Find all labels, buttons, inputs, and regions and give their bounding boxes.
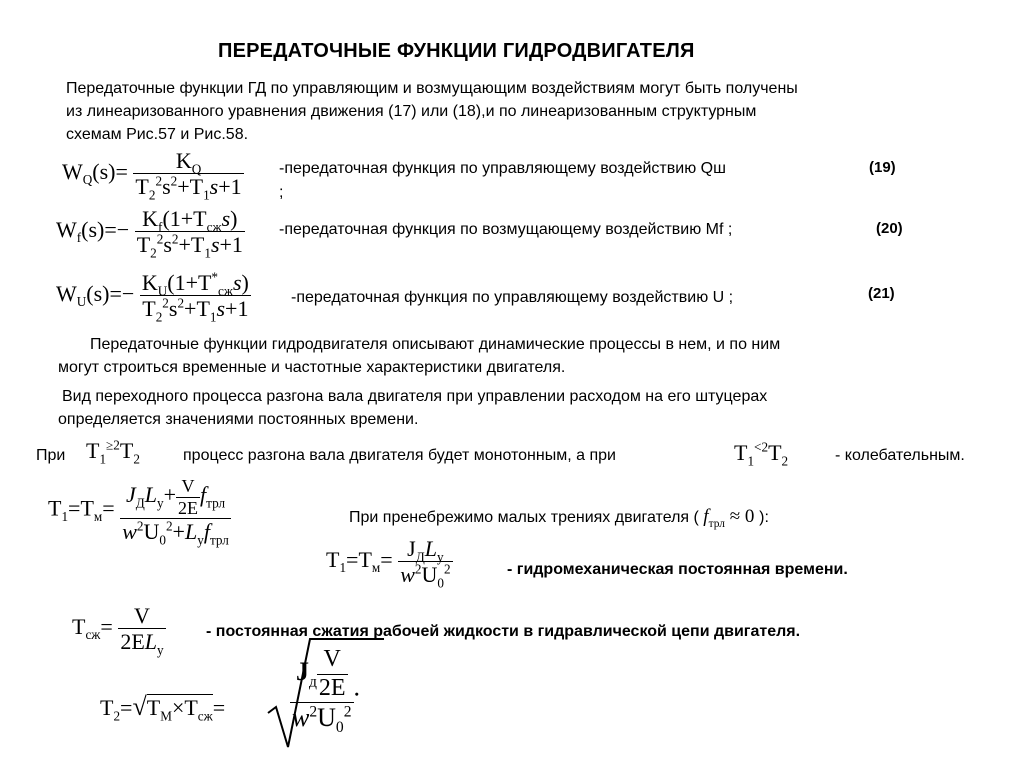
cond-middle: процесс разгона вала двигателя будет монотонным, а при [183,447,616,464]
eq20-description: -передаточная функция по возмущающему воздействию Mf ; [279,221,733,238]
friction-note-close: ): [759,509,769,526]
formula-friction-zero: $f_{трл} \approx 0$ [703,506,760,530]
transient-paragraph [58,385,767,431]
formula-wu: $W_U(s)=-$ $\frac{K_U(1+T^*_{сж}s)}{T_2^2s^2+T_1s+1}$ [56,269,249,325]
paragraph-line: Передаточные функции гидродвигателя описывают динамические процессы в нем, и по ним [90,336,781,353]
formula-t2-root: $J_д$ $\frac{V}{2E}$ $w^2U_0^2$ . [292,646,361,737]
eq21-number: (21) [868,285,895,302]
formula-tsz: $T_{сж}=$ $\frac{V}{2EL_у}$ [72,603,164,658]
formula-wf: $W_f(s)=-$ $\frac{K_f(1+T_{сж}s)}{T_2^2s^2+T_1s+1}$ [56,206,243,261]
eq21-description: -передаточная функция по управляющему воздействию U ; [291,289,734,306]
eq19-description: -передаточная функция по управляющему воздействию Qш [279,160,726,177]
cond-end: - колебательным. [835,447,965,464]
formula-t1-full: $T_1=T_м=$ $J_ДL_у+$ $\frac{V}{2E}$ $f_{трл}$ $w^2U_0^2+L_уf_{трл}$ [48,476,229,548]
paragraph-line: определяется значениями постоянных времени. [58,411,419,428]
formula-wq: $W_Q(s)=$ $\frac{K_Q}{T_2^2s^2+T_1s+1}$ [62,148,242,203]
eq19-semicolon: ; [279,184,284,201]
page-title: ПЕРЕДАТОЧНЫЕ ФУНКЦИИ ГИДРОДВИГАТЕЛЯ [218,40,695,62]
compression-label: - постоянная сжатия рабочей жидкости в гидравлической цепи двигателя. [206,623,801,640]
friction-note [349,505,769,529]
eq20-number: (20) [876,220,903,237]
intro-line: Передаточные функции ГД по управляющим и возмущающим воздействиям могут быть получены [66,80,798,97]
formula-t1-simplified: $T_1=T_м=$ $\frac{J_ДL_у}{w^2U_0^2}$ [326,536,451,591]
friction-note-text: При пренебрежимо малых трениях двигателя ( [349,509,699,526]
formula-condition-monotonic: $T_1^{\ge 2}T_2$ [86,437,140,467]
formula-t2: $T_2=√T_M\times T_{сж}=$ [100,692,226,724]
intro-paragraph [66,77,798,146]
paragraph-line: Вид переходного процесса разгона вала двигателя при управлении расходом на его штуцерах [62,388,768,405]
hydromech-label: - гидромеханическая постоянная времени. [507,561,848,578]
intro-line: схемам Рис.57 и Рис.58. [66,126,249,143]
formula-condition-oscillatory: $T_1^{<2}T_2$ [734,439,789,469]
dynamics-paragraph [58,333,780,379]
cond-pri: При [36,447,66,464]
intro-line: из линеаризованного уравнения движения (17) или (18),и по линеаризованным структурным [66,103,757,120]
eq19-number: (19) [869,159,896,176]
paragraph-line: могут строиться временные и частотные характеристики двигателя. [58,359,566,376]
